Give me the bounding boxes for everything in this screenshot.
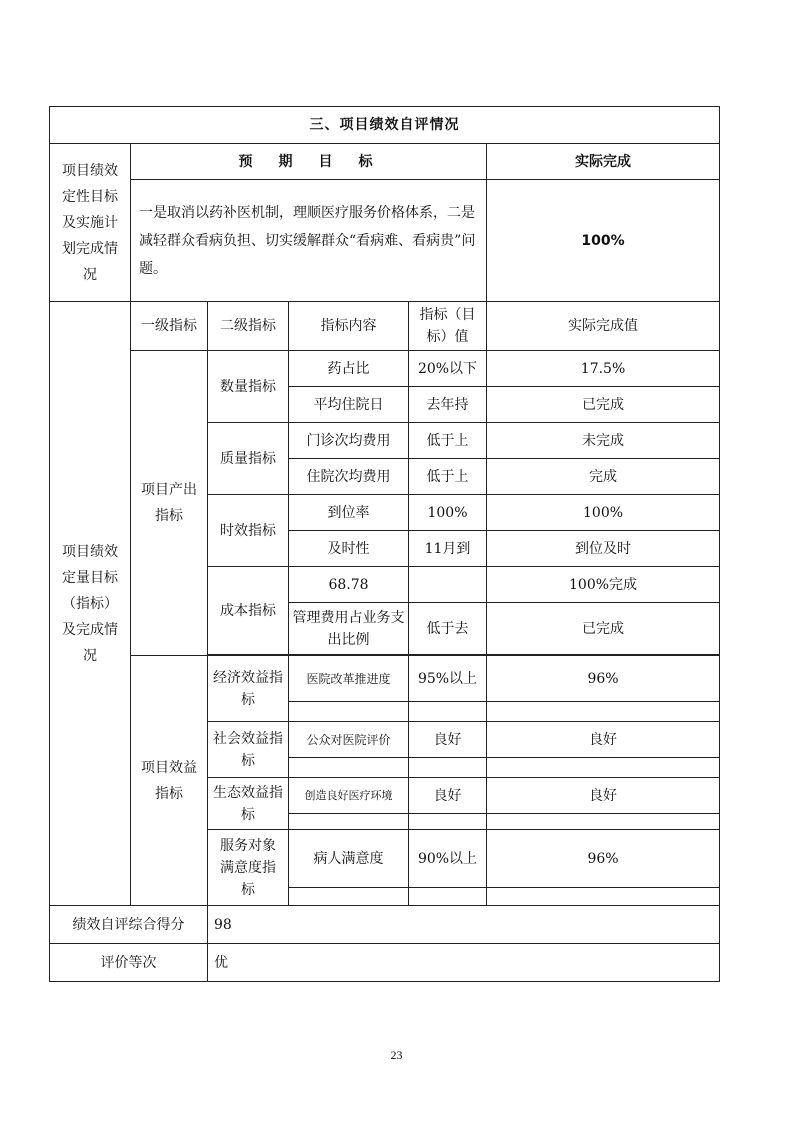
header-level1: 一级指标 <box>131 302 208 351</box>
indicator-actual: 到位及时 <box>487 531 720 567</box>
indicator-target: 11月到 <box>409 531 487 567</box>
page-number: 23 <box>390 1048 403 1062</box>
indicator-target <box>409 567 487 603</box>
grade-label: 评价等次 <box>50 944 208 982</box>
indicator-target: 良好 <box>409 722 487 758</box>
empty-cell <box>409 888 487 906</box>
quantitative-label: 项目绩效定量目标（指标）及完成情况 <box>50 302 131 906</box>
ecological-label: 生态效益指标 <box>208 778 289 830</box>
indicator-target: 低于去 <box>409 603 487 655</box>
indicator-content: 创造良好医疗环境 <box>289 778 409 814</box>
indicator-content: 门诊次均费用 <box>289 423 409 459</box>
indicator-target: 低于上 <box>409 423 487 459</box>
indicator-content: 管理费用占业务支出比例 <box>289 603 409 655</box>
timeliness-label: 时效指标 <box>208 495 289 567</box>
header-level2: 二级指标 <box>208 302 289 351</box>
indicator-actual: 完成 <box>487 459 720 495</box>
indicator-target: 良好 <box>409 778 487 814</box>
indicator-actual: 已完成 <box>487 603 720 655</box>
social-label: 社会效益指标 <box>208 722 289 778</box>
empty-cell <box>289 814 409 830</box>
indicator-content: 住院次均费用 <box>289 459 409 495</box>
indicator-content: 公众对医院评价 <box>289 722 409 758</box>
empty-cell <box>409 702 487 722</box>
benefit-label: 项目效益指标 <box>131 656 208 906</box>
indicator-actual: 未完成 <box>487 423 720 459</box>
done-value: 100% <box>487 180 720 302</box>
indicator-content: 及时性 <box>289 531 409 567</box>
indicator-actual: 96% <box>487 830 720 888</box>
output-label: 项目产出指标 <box>131 351 208 656</box>
empty-cell <box>289 702 409 722</box>
indicator-target: 95%以上 <box>409 656 487 702</box>
score-value: 98 <box>208 906 720 944</box>
indicator-actual: 已完成 <box>487 387 720 423</box>
empty-cell <box>289 758 409 778</box>
empty-cell <box>409 758 487 778</box>
quantity-label: 数量指标 <box>208 351 289 423</box>
indicator-actual: 良好 <box>487 778 720 814</box>
performance-table <box>49 106 720 982</box>
indicator-content: 68.78 <box>289 567 409 603</box>
indicator-actual: 良好 <box>487 722 720 758</box>
cost-label: 成本指标 <box>208 567 289 655</box>
done-header: 实际完成 <box>487 144 720 180</box>
indicator-content: 医院改革推进度 <box>289 656 409 702</box>
indicator-content: 平均住院日 <box>289 387 409 423</box>
qualitative-label: 项目绩效定性目标及实施计划完成情况 <box>50 144 131 302</box>
indicator-target: 90%以上 <box>409 830 487 888</box>
empty-cell <box>487 702 720 722</box>
goal-header: 预 期 目 标 <box>131 144 487 180</box>
empty-cell <box>487 888 720 906</box>
goal-text: 一是取消以药补医机制，理顺医疗服务价格体系，二是减轻群众看病负担、切实缓解群众“看病难、看病贵”问题。 <box>131 180 487 302</box>
indicator-content: 药占比 <box>289 351 409 387</box>
indicator-actual: 100%完成 <box>487 567 720 603</box>
indicator-actual: 17.5% <box>487 351 720 387</box>
indicator-content: 到位率 <box>289 495 409 531</box>
quality-label: 质量指标 <box>208 423 289 495</box>
satisfaction-label: 服务对象满意度指标 <box>208 830 289 906</box>
indicator-target: 去年持 <box>409 387 487 423</box>
indicator-target: 100% <box>409 495 487 531</box>
grade-value: 优 <box>208 944 720 982</box>
indicator-target: 20%以下 <box>409 351 487 387</box>
header-actual: 实际完成值 <box>487 302 720 351</box>
indicator-actual: 100% <box>487 495 720 531</box>
economic-label: 经济效益指标 <box>208 656 289 722</box>
empty-cell <box>289 888 409 906</box>
empty-cell <box>487 814 720 830</box>
indicator-content: 病人满意度 <box>289 830 409 888</box>
header-content: 指标内容 <box>289 302 409 351</box>
empty-cell <box>409 814 487 830</box>
score-label: 绩效自评综合得分 <box>50 906 208 944</box>
header-target: 指标（目标）值 <box>409 302 487 351</box>
indicator-actual: 96% <box>487 656 720 702</box>
empty-cell <box>487 758 720 778</box>
section-title: 三、项目绩效自评情况 <box>50 107 720 144</box>
indicator-target: 低于上 <box>409 459 487 495</box>
